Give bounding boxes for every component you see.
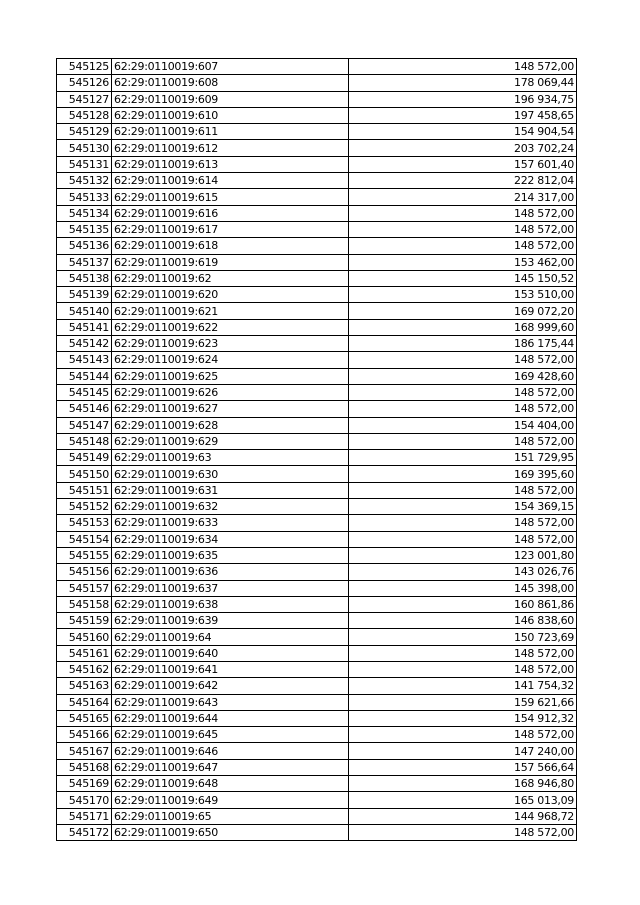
cadastral-value-cell: 203 702,24: [349, 140, 577, 156]
row-number-cell: 545153: [57, 515, 112, 531]
cadastral-number-cell: 62:29:0110019:642: [112, 678, 349, 694]
table-row: [57, 173, 577, 189]
row-number-cell: 545148: [57, 433, 112, 449]
table-row: [57, 678, 577, 694]
cadastral-value-cell: 143 026,76: [349, 564, 577, 580]
table-row: [57, 107, 577, 123]
cadastral-value-cell: 168 999,60: [349, 319, 577, 335]
row-number-cell: 545134: [57, 205, 112, 221]
table-row: [57, 596, 577, 612]
cadastral-value-cell: 148 572,00: [349, 238, 577, 254]
row-number-cell: 545138: [57, 270, 112, 286]
cadastral-number-cell: 62:29:0110019:615: [112, 189, 349, 205]
table-row: [57, 270, 577, 286]
table-row: [57, 450, 577, 466]
cadastral-value-cell: 146 838,60: [349, 613, 577, 629]
cadastral-value-table: [56, 58, 577, 841]
cadastral-number-cell: 62:29:0110019:611: [112, 124, 349, 140]
cadastral-number-cell: 62:29:0110019:631: [112, 482, 349, 498]
cadastral-value-cell: 214 317,00: [349, 189, 577, 205]
cadastral-number-cell: 62:29:0110019:621: [112, 303, 349, 319]
cadastral-value-cell: 148 572,00: [349, 221, 577, 237]
cadastral-value-cell: 123 001,80: [349, 547, 577, 563]
cadastral-number-cell: 62:29:0110019:629: [112, 433, 349, 449]
row-number-cell: 545167: [57, 743, 112, 759]
cadastral-value-cell: 148 572,00: [349, 661, 577, 677]
cadastral-number-cell: 62:29:0110019:628: [112, 417, 349, 433]
row-number-cell: 545154: [57, 531, 112, 547]
cadastral-number-cell: 62:29:0110019:617: [112, 221, 349, 237]
table-row: [57, 466, 577, 482]
row-number-cell: 545155: [57, 547, 112, 563]
cadastral-number-cell: 62:29:0110019:610: [112, 107, 349, 123]
row-number-cell: 545136: [57, 238, 112, 254]
cadastral-number-cell: 62:29:0110019:62: [112, 270, 349, 286]
table-row: [57, 189, 577, 205]
row-number-cell: 545131: [57, 156, 112, 172]
cadastral-number-cell: 62:29:0110019:618: [112, 238, 349, 254]
cadastral-number-cell: 62:29:0110019:633: [112, 515, 349, 531]
table-row: [57, 336, 577, 352]
cadastral-value-cell: 160 861,86: [349, 596, 577, 612]
row-number-cell: 545135: [57, 221, 112, 237]
cadastral-number-cell: 62:29:0110019:624: [112, 352, 349, 368]
table-row: [57, 319, 577, 335]
table-row: [57, 287, 577, 303]
cadastral-value-cell: 154 912,32: [349, 710, 577, 726]
cadastral-value-cell: 148 572,00: [349, 205, 577, 221]
table-row: [57, 792, 577, 808]
row-number-cell: 545132: [57, 173, 112, 189]
cadastral-number-cell: 62:29:0110019:626: [112, 384, 349, 400]
cadastral-value-cell: 169 428,60: [349, 368, 577, 384]
cadastral-number-cell: 62:29:0110019:640: [112, 645, 349, 661]
row-number-cell: 545165: [57, 710, 112, 726]
cadastral-number-cell: 62:29:0110019:645: [112, 727, 349, 743]
cadastral-value-cell: 154 369,15: [349, 499, 577, 515]
cadastral-value-cell: 145 398,00: [349, 580, 577, 596]
row-number-cell: 545145: [57, 384, 112, 400]
cadastral-value-cell: 147 240,00: [349, 743, 577, 759]
cadastral-number-cell: 62:29:0110019:65: [112, 808, 349, 824]
cadastral-number-cell: 62:29:0110019:64: [112, 629, 349, 645]
cadastral-value-cell: 157 566,64: [349, 759, 577, 775]
table-row: [57, 124, 577, 140]
table-row: [57, 613, 577, 629]
row-number-cell: 545143: [57, 352, 112, 368]
cadastral-number-cell: 62:29:0110019:650: [112, 824, 349, 840]
cadastral-number-cell: 62:29:0110019:623: [112, 336, 349, 352]
cadastral-number-cell: 62:29:0110019:635: [112, 547, 349, 563]
table-row: [57, 482, 577, 498]
table-row: [57, 254, 577, 270]
table-row: [57, 368, 577, 384]
row-number-cell: 545126: [57, 75, 112, 91]
cadastral-value-cell: 197 458,65: [349, 107, 577, 123]
cadastral-number-cell: 62:29:0110019:638: [112, 596, 349, 612]
table-row: [57, 433, 577, 449]
table-row: [57, 221, 577, 237]
table-row: [57, 547, 577, 563]
cadastral-number-cell: 62:29:0110019:630: [112, 466, 349, 482]
cadastral-value-cell: 141 754,32: [349, 678, 577, 694]
row-number-cell: 545139: [57, 287, 112, 303]
cadastral-value-cell: 169 072,20: [349, 303, 577, 319]
cadastral-number-cell: 62:29:0110019:620: [112, 287, 349, 303]
cadastral-value-cell: 148 572,00: [349, 482, 577, 498]
row-number-cell: 545162: [57, 661, 112, 677]
cadastral-value-cell: 148 572,00: [349, 384, 577, 400]
row-number-cell: 545160: [57, 629, 112, 645]
cadastral-value-cell: 168 946,80: [349, 776, 577, 792]
cadastral-value-cell: 144 968,72: [349, 808, 577, 824]
cadastral-number-cell: 62:29:0110019:644: [112, 710, 349, 726]
table-row: [57, 384, 577, 400]
cadastral-number-cell: 62:29:0110019:647: [112, 759, 349, 775]
row-number-cell: 545128: [57, 107, 112, 123]
row-number-cell: 545151: [57, 482, 112, 498]
cadastral-value-cell: 148 572,00: [349, 433, 577, 449]
row-number-cell: 545163: [57, 678, 112, 694]
row-number-cell: 545133: [57, 189, 112, 205]
cadastral-value-cell: 145 150,52: [349, 270, 577, 286]
cadastral-value-cell: 148 572,00: [349, 401, 577, 417]
row-number-cell: 545172: [57, 824, 112, 840]
row-number-cell: 545144: [57, 368, 112, 384]
cadastral-value-cell: 153 510,00: [349, 287, 577, 303]
cadastral-value-cell: 169 395,60: [349, 466, 577, 482]
cadastral-number-cell: 62:29:0110019:619: [112, 254, 349, 270]
cadastral-number-cell: 62:29:0110019:646: [112, 743, 349, 759]
cadastral-value-cell: 165 013,09: [349, 792, 577, 808]
cadastral-number-cell: 62:29:0110019:607: [112, 59, 349, 75]
table-row: [57, 515, 577, 531]
cadastral-number-cell: 62:29:0110019:625: [112, 368, 349, 384]
cadastral-number-cell: 62:29:0110019:637: [112, 580, 349, 596]
table-row: [57, 776, 577, 792]
cadastral-value-cell: 148 572,00: [349, 727, 577, 743]
cadastral-value-cell: 148 572,00: [349, 352, 577, 368]
row-number-cell: 545169: [57, 776, 112, 792]
table-row: [57, 352, 577, 368]
table-row: [57, 580, 577, 596]
table-row: [57, 629, 577, 645]
cadastral-value-cell: 148 572,00: [349, 824, 577, 840]
row-number-cell: 545159: [57, 613, 112, 629]
cadastral-value-cell: 178 069,44: [349, 75, 577, 91]
row-number-cell: 545129: [57, 124, 112, 140]
row-number-cell: 545157: [57, 580, 112, 596]
row-number-cell: 545127: [57, 91, 112, 107]
table-row: [57, 694, 577, 710]
cadastral-value-cell: 153 462,00: [349, 254, 577, 270]
cadastral-value-cell: 148 572,00: [349, 531, 577, 547]
cadastral-number-cell: 62:29:0110019:649: [112, 792, 349, 808]
cadastral-number-cell: 62:29:0110019:627: [112, 401, 349, 417]
cadastral-number-cell: 62:29:0110019:614: [112, 173, 349, 189]
cadastral-number-cell: 62:29:0110019:622: [112, 319, 349, 335]
row-number-cell: 545147: [57, 417, 112, 433]
cadastral-value-cell: 154 904,54: [349, 124, 577, 140]
table-row: [57, 238, 577, 254]
table-row: [57, 205, 577, 221]
cadastral-value-cell: 159 621,66: [349, 694, 577, 710]
table-row: [57, 156, 577, 172]
table-row: [57, 808, 577, 824]
row-number-cell: 545164: [57, 694, 112, 710]
row-number-cell: 545125: [57, 59, 112, 75]
cadastral-value-cell: 150 723,69: [349, 629, 577, 645]
cadastral-value-cell: 148 572,00: [349, 645, 577, 661]
cadastral-value-cell: 157 601,40: [349, 156, 577, 172]
table-row: [57, 727, 577, 743]
cadastral-number-cell: 62:29:0110019:641: [112, 661, 349, 677]
table-row: [57, 417, 577, 433]
table-row: [57, 401, 577, 417]
cadastral-number-cell: 62:29:0110019:609: [112, 91, 349, 107]
cadastral-number-cell: 62:29:0110019:639: [112, 613, 349, 629]
row-number-cell: 545146: [57, 401, 112, 417]
cadastral-number-cell: 62:29:0110019:648: [112, 776, 349, 792]
cadastral-value-cell: 222 812,04: [349, 173, 577, 189]
row-number-cell: 545152: [57, 499, 112, 515]
cadastral-value-cell: 148 572,00: [349, 59, 577, 75]
table-row: [57, 824, 577, 840]
table-row: [57, 661, 577, 677]
table-row: [57, 303, 577, 319]
row-number-cell: 545142: [57, 336, 112, 352]
cadastral-number-cell: 62:29:0110019:643: [112, 694, 349, 710]
row-number-cell: 545149: [57, 450, 112, 466]
table-row: [57, 91, 577, 107]
cadastral-value-cell: 186 175,44: [349, 336, 577, 352]
row-number-cell: 545156: [57, 564, 112, 580]
table-row: [57, 59, 577, 75]
cadastral-number-cell: 62:29:0110019:613: [112, 156, 349, 172]
cadastral-number-cell: 62:29:0110019:634: [112, 531, 349, 547]
row-number-cell: 545137: [57, 254, 112, 270]
cadastral-number-cell: 62:29:0110019:608: [112, 75, 349, 91]
table-row: [57, 140, 577, 156]
row-number-cell: 545170: [57, 792, 112, 808]
row-number-cell: 545166: [57, 727, 112, 743]
cadastral-number-cell: 62:29:0110019:616: [112, 205, 349, 221]
table-row: [57, 75, 577, 91]
cadastral-value-cell: 196 934,75: [349, 91, 577, 107]
row-number-cell: 545168: [57, 759, 112, 775]
table-row: [57, 710, 577, 726]
cadastral-number-cell: 62:29:0110019:612: [112, 140, 349, 156]
table-row: [57, 531, 577, 547]
table-row: [57, 499, 577, 515]
cadastral-value-cell: 154 404,00: [349, 417, 577, 433]
cadastral-number-cell: 62:29:0110019:636: [112, 564, 349, 580]
cadastral-number-cell: 62:29:0110019:632: [112, 499, 349, 515]
cadastral-value-cell: 148 572,00: [349, 515, 577, 531]
table-row: [57, 564, 577, 580]
row-number-cell: 545171: [57, 808, 112, 824]
table-body: [57, 59, 577, 841]
row-number-cell: 545158: [57, 596, 112, 612]
cadastral-number-cell: 62:29:0110019:63: [112, 450, 349, 466]
row-number-cell: 545130: [57, 140, 112, 156]
table-row: [57, 743, 577, 759]
table-row: [57, 759, 577, 775]
row-number-cell: 545150: [57, 466, 112, 482]
cadastral-value-cell: 151 729,95: [349, 450, 577, 466]
row-number-cell: 545161: [57, 645, 112, 661]
row-number-cell: 545141: [57, 319, 112, 335]
table-row: [57, 645, 577, 661]
row-number-cell: 545140: [57, 303, 112, 319]
